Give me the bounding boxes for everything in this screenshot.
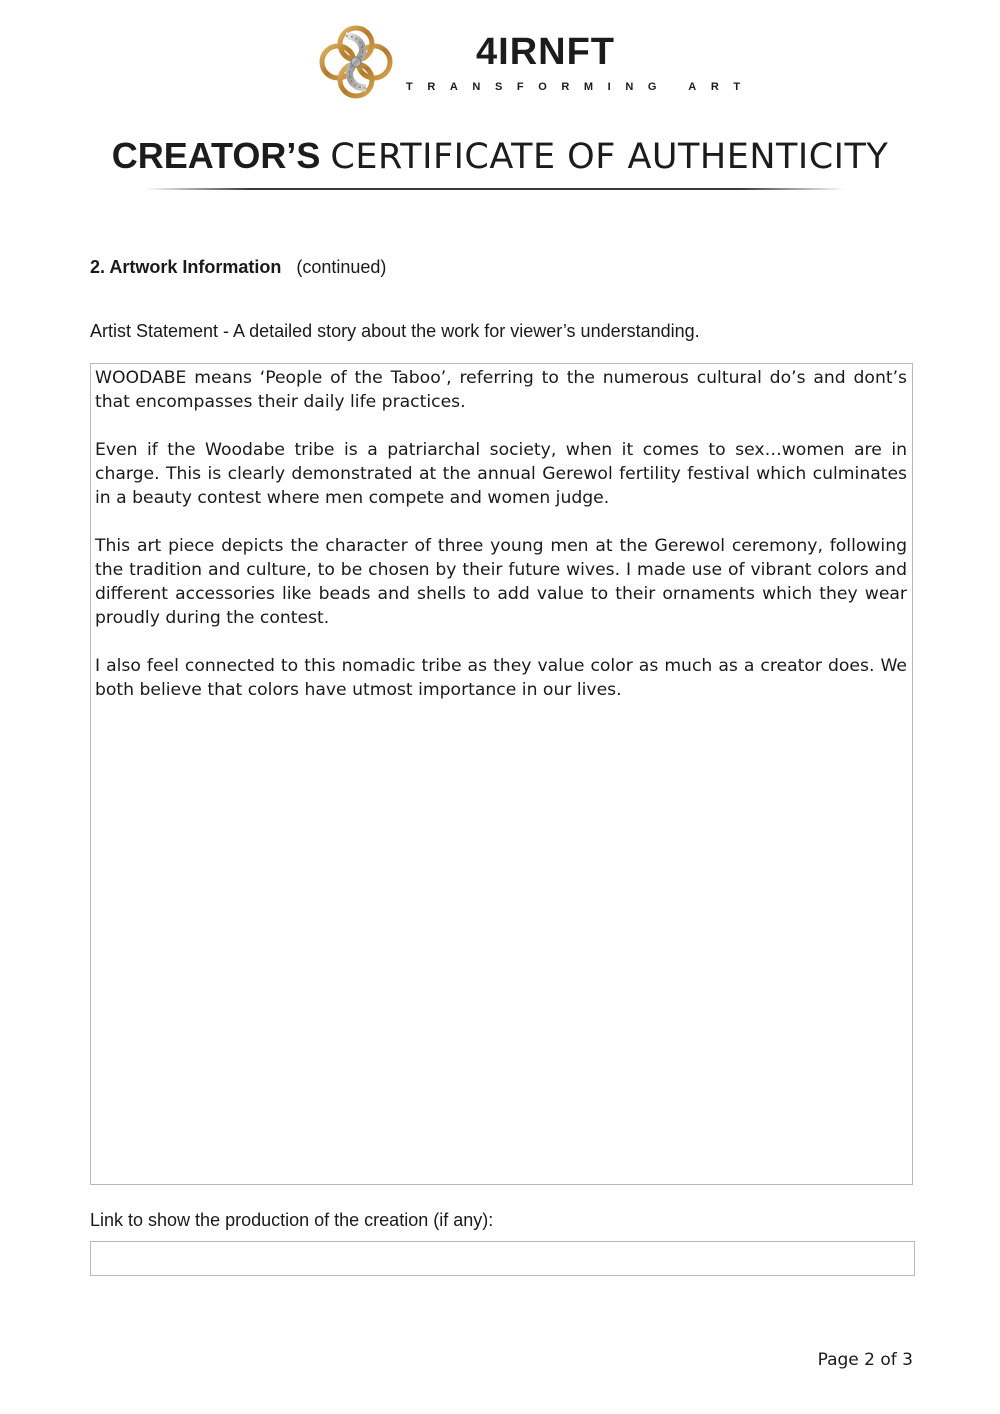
certificate-title-bold: CREATOR’S — [111, 135, 321, 176]
section-heading-continued: (continued) — [296, 257, 387, 277]
production-link-field[interactable] — [90, 1241, 915, 1276]
statement-paragraph: I also feel connected to this nomadic tribe as they value color as much as a creator does. We both believe that colors have utmost importance in our lives. — [95, 656, 907, 700]
production-link-label: Link to show the production of the creation (if any): — [90, 1210, 494, 1230]
statement-paragraph: This art piece depicts the character of three young men at the Gerewol ceremony, following the tradition and culture, to be chosen by their future wives. I made use of vibrant colors and different accessories like beads and shells to add value to their ornaments which they wear proudly during the contest. — [95, 536, 907, 628]
statement-paragraph: WOODABE means ‘People of the Taboo’, referring to the numerous cultural do’s and dont’s that encompasses their daily life practices. — [95, 368, 907, 412]
brand-tagline: TRANSFORMING ART — [406, 81, 755, 93]
interlocking-knot-logo-icon — [316, 22, 396, 102]
section-heading — [90, 257, 386, 278]
artist-statement-box[interactable] — [90, 363, 913, 1185]
section-heading-title: 2. Artwork Information — [90, 257, 282, 277]
title-divider — [145, 188, 845, 190]
brand-name: 4IRNFT — [476, 31, 615, 73]
certificate-title — [0, 134, 1000, 179]
statement-paragraph: Even if the Woodabe tribe is a patriarchal society, when it comes to sex…women are in charge. This is clearly demonstrated at the annual Gerewol fertility festival which culminates in a beauty contest where men compete and women judge. — [95, 440, 907, 508]
certificate-title-rest: CERTIFICATE OF AUTHENTICITY — [330, 137, 889, 177]
brand-logo — [316, 22, 755, 104]
page-number: Page 2 of 3 — [817, 1350, 913, 1370]
artist-statement-label: Artist Statement - A detailed story about the work for viewer’s understanding. — [90, 321, 700, 341]
